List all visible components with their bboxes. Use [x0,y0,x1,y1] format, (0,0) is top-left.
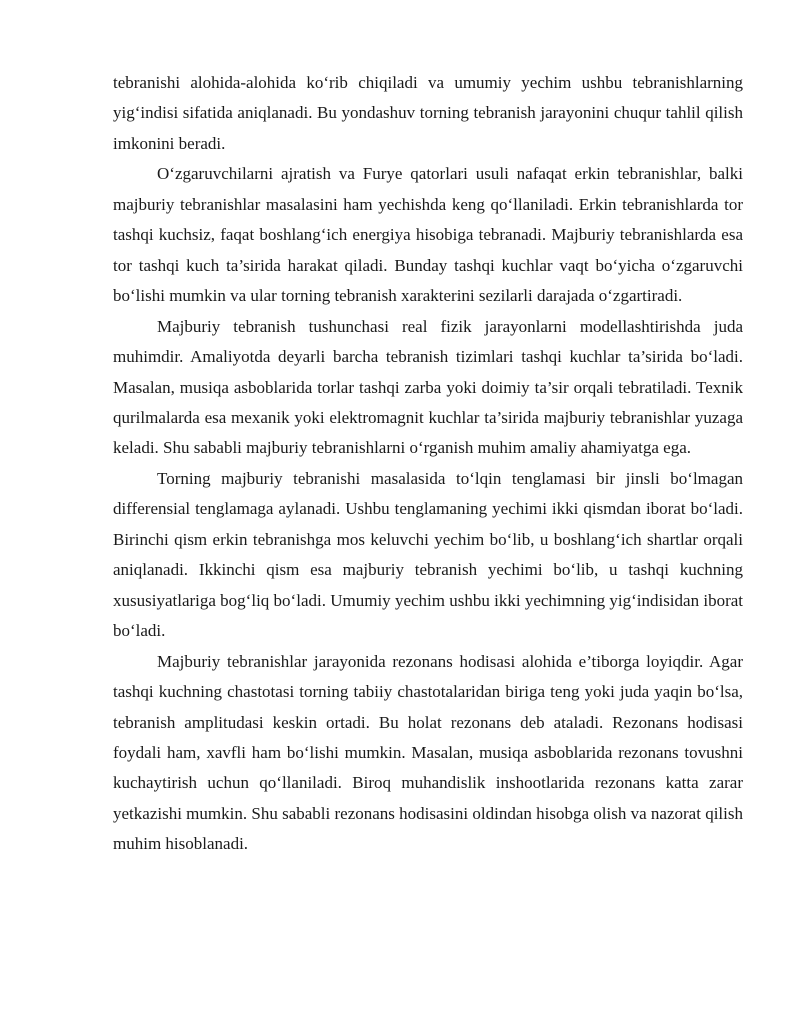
paragraph-continuation: tebranishi alohida-alohida ko‘rib chiqiladi va umumiy yechim ushbu tebranishlarning yig‘indisi sifatida aniqlanadi. Bu yondashuv torning tebranish jarayonini chuqur tahlil qilish imkonini beradi. [113,73,743,153]
paragraph-separation-of-variables: O‘zgaruvchilarni ajratish va Furye qatorlari usuli nafaqat erkin tebranishlar, balki majburiy tebranishlar masalasini ham yechishda keng qo‘llaniladi. Erkin tebranishlarda tor tashqi kuchsiz, faqat boshlang‘ich energiya hisobiga tebranadi. Majburiy tebranishlarda esa tor tashqi kuch ta’sirida harakat qiladi. Bunday tashqi kuchlar vaqt bo‘yicha o‘zgaruvchi bo‘lishi mumkin va ular torning tebranish xarakterini sezilarli darajada o‘zgartiradi. [113,164,743,306]
paragraph-inhomogeneous-equation: Torning majburiy tebranishi masalasida to‘lqin tenglamasi bir jinsli bo‘lmagan differensial tenglamaga aylanadi. Ushbu tenglamaning yechimi ikki qismdan iborat bo‘ladi. Birinchi qism erkin tebranishga mos keluvchi yechim bo‘lib, u boshlang‘ich shartlar orqali aniqlanadi. Ikkinchi qism esa majburiy tebranish yechimi bo‘lib, u tashqi kuchning xususiyatlariga bog‘liq bo‘ladi. Umumiy yechim ushbu ikki yechimning yig‘indisidan iborat bo‘ladi. [113,468,743,641]
paragraph-resonance: Majburiy tebranishlar jarayonida rezonans hodisasi alohida e’tiborga loyiqdir. Agar tashqi kuchning chastotasi torning tabiiy chastotalaridan biriga teng yoki juda yaqin bo‘lsa, tebranish amplitudasi keskin ortadi. Bu holat rezonans deb ataladi. Rezonans hodisasi foydali ham, xavfli ham bo‘lishi mumkin. Masalan, musiqa asboblarida rezonans tovushni kuchaytirish uchun qo‘llaniladi. Biroq muhandislik inshootlarida rezonans katta zarar yetkazishi mumkin. Shu sababli rezonans hodisasini oldindan hisobga olish va nazorat qilish muhim hisoblanadi. [113,651,743,854]
body-text [113,68,743,860]
paragraph-forced-oscillation-concept: Majburiy tebranish tushunchasi real fizik jarayonlarni modellashtirishda juda muhimdir. Amaliyotda deyarli barcha tebranish tizimlari tashqi kuchlar ta’sirida bo‘ladi. Masalan, musiqa asboblarida torlar tashqi zarba yoki doimiy ta’sir orqali tebratiladi. Texnik qurilmalarda esa mexanik yoki elektromagnit kuchlar ta’sirida majburiy tebranishlar yuzaga keladi. Shu sababli majburiy tebranishlarni o‘rganish muhim amaliy ahamiyatga ega. [113,316,743,458]
